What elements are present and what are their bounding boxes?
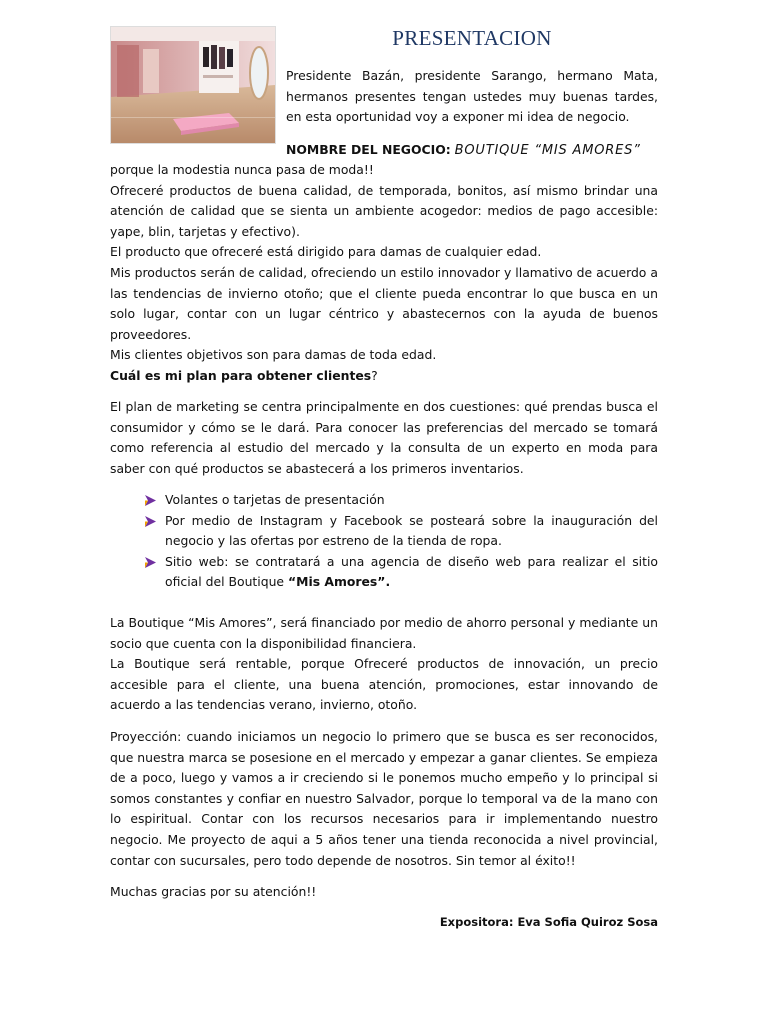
bullet-text: Volantes o tarjetas de presentación <box>165 492 385 507</box>
plan-question-bold: Cuál es mi plan para obtener clientes <box>110 367 372 383</box>
thanks-line: Muchas gracias por su atención!! <box>110 884 317 899</box>
arrow-bullet-icon <box>145 516 156 527</box>
bullet-list <box>110 490 658 593</box>
paragraph-product: El producto que ofreceré está dirigido para damas de cualquier edad. <box>110 244 542 260</box>
bullet-bold: “Mis Amores”. <box>288 574 391 590</box>
bullet-text: Por medio de Instagram y Facebook se posteará sobre la inauguración del negocio y las ofertas por estreno de la tienda de ropa. <box>165 512 658 549</box>
closing-section <box>110 882 658 903</box>
plan-question <box>110 366 658 387</box>
arrow-bullet-icon <box>145 495 156 506</box>
business-name-label: NOMBRE DEL NEGOCIO: <box>286 142 451 157</box>
business-name-line <box>286 140 658 162</box>
business-name: BOUTIQUE “MIS AMORES” <box>454 143 641 158</box>
page-title: PRESENTACION <box>392 26 552 50</box>
body-section-projection <box>110 727 658 871</box>
paragraph-target-clients: Mis clientes objetivos son para damas de toda edad. <box>110 347 437 363</box>
list-item <box>165 552 658 593</box>
arrow-bullet-icon <box>145 557 156 568</box>
body-section-marketing <box>110 397 658 479</box>
bullet-list-section <box>110 490 658 593</box>
paragraph-projection: Proyección: cuando iniciamos un negocio lo primero que se busca es ser reconocidos, que nuestra marca se posesione en el mercado y empezar a ganar clientes. Se empieza de a poco, luego y vamos a ir creciendo si le ponemos mucho empeño y lo principal si somos constantes y confiar en nuestro Salvador, porque lo temporal va de la mano con lo espiritual. Contar con los recursos necesarios para ir implementando nuestro negocio. Me proyecto de aqui a 5 años tener una tienda reconocida a nivel provincial, contar con sucursales, pero todo depende de nosotros. Sin temor al éxito!! <box>110 729 658 868</box>
plan-question-mark: ? <box>371 367 378 383</box>
paragraph-offer: Ofreceré productos de buena calidad, de temporada, bonitos, así mismo brindar una atención de calidad que se sienta un ambiente acogedor: medios de pago accesible: yape, blin, tarjetas y efectivo). <box>110 182 658 239</box>
boutique-store-photo <box>110 26 276 144</box>
signature-line: Expositora: Eva Sofia Quiroz Sosa <box>439 915 658 929</box>
list-item <box>165 511 658 552</box>
bullet-text: Sitio web: se contratará a una agencia de diseño web para realizar el sitio oficial del Boutique <box>165 553 658 590</box>
body-section-1 <box>110 160 658 387</box>
body-section-financing <box>110 613 658 716</box>
marketing-paragraph: El plan de marketing se centra principalmente en dos cuestiones: qué prendas busca el consumidor y cómo se le dará. Para conocer las preferencias del mercado se tomará como referencia al estudio del mercado y la consulta de un experto en moda para saber con qué productos se abastecerá a los primeros inventarios. <box>110 399 658 476</box>
store-interior-image <box>111 27 275 143</box>
paragraph-quality: Mis productos serán de calidad, ofreciendo un estilo innovador y llamativo de acuerdo a las tendencias de invierno otoño; que el cliente pueda encontrar lo que busca en un solo lugar, contar con un lugar céntrico y abastecernos con la ayuda de buenos proveedores. <box>110 264 658 342</box>
list-item <box>165 490 658 511</box>
paragraph-financing: La Boutique “Mis Amores”, será financiado por medio de ahorro personal y mediante un socio que cuenta con la disponibilidad financiera. <box>110 615 658 651</box>
paragraph-profitability: La Boutique será rentable, porque Ofreceré productos de innovación, un precio accesible para el cliente, una buena atención, promociones, estar innovando de acuerdo a las tendencias verano, invierno, otoño. <box>110 656 658 713</box>
intro-paragraph: Presidente Bazán, presidente Sarango, hermano Mata, hermanos presentes tengan ustedes muy buenas tardes, en esta oportunidad voy a exponer mi idea de negocio. <box>286 68 658 125</box>
business-tagline: porque la modestia nunca pasa de moda!! <box>110 162 374 177</box>
